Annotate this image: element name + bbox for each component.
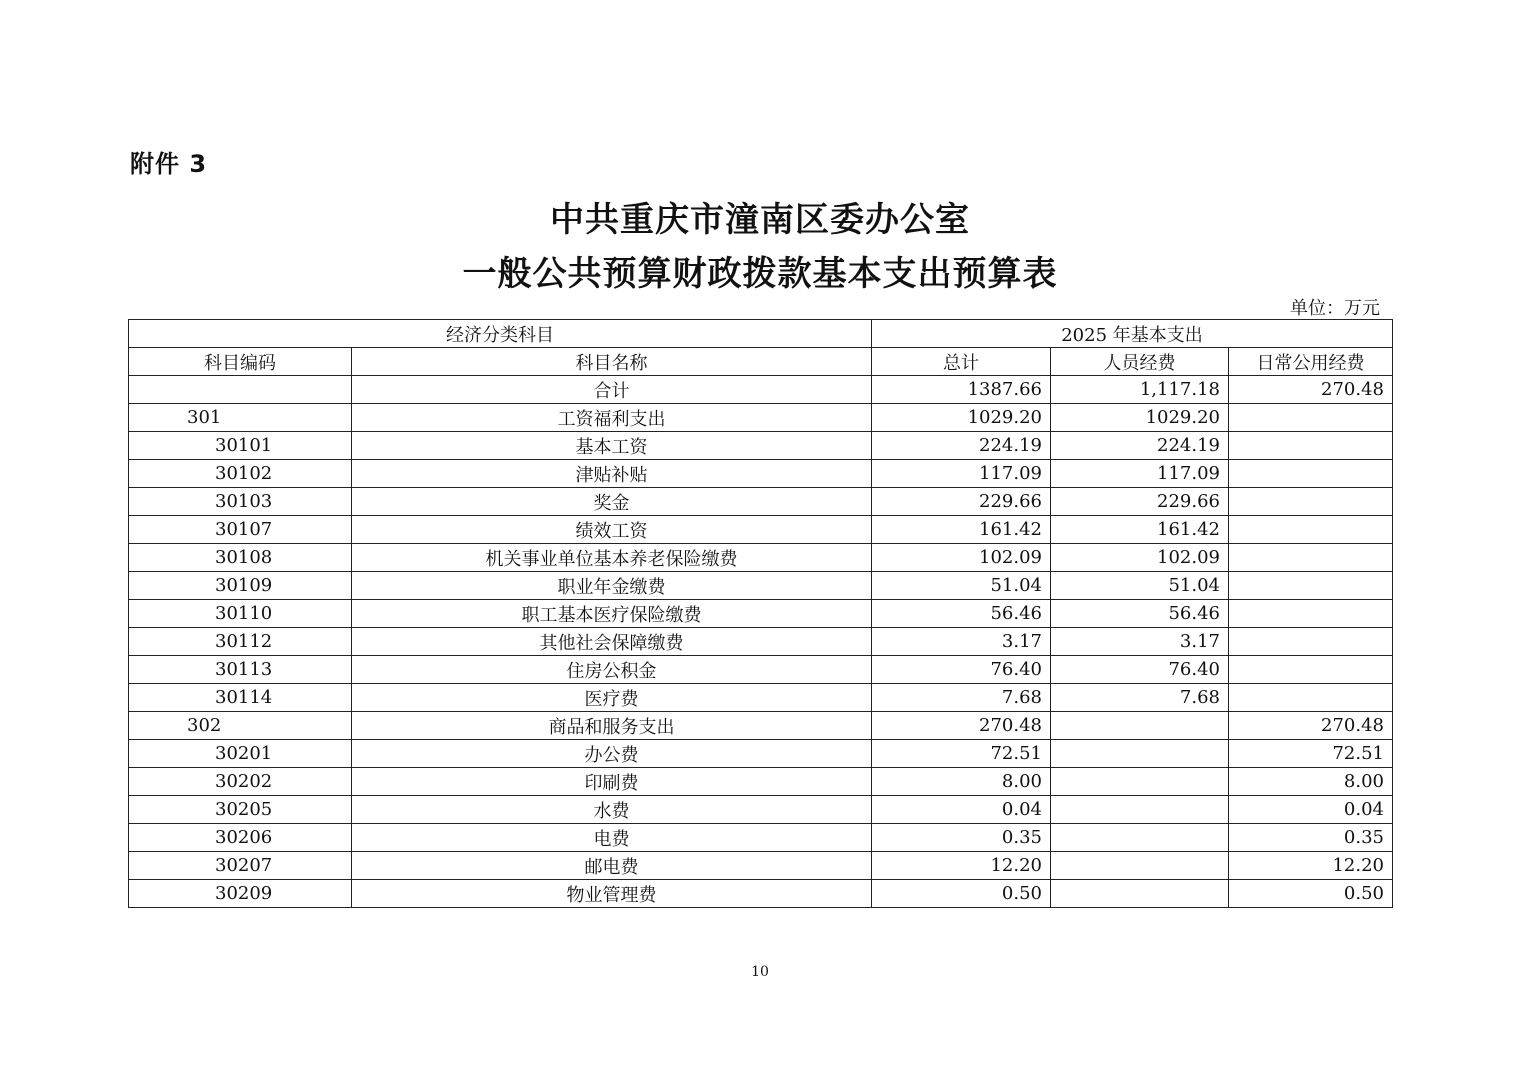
cell-public bbox=[1229, 684, 1393, 712]
column-header-row bbox=[129, 348, 1393, 376]
page-title-line2: 一般公共预算财政拨款基本支出预算表 bbox=[462, 254, 1058, 294]
table-row bbox=[129, 404, 1393, 432]
table-row bbox=[129, 768, 1393, 796]
cell-code: 302 bbox=[129, 712, 352, 740]
cell-public bbox=[1229, 600, 1393, 628]
cell-personnel bbox=[1051, 796, 1229, 824]
cell-public bbox=[1229, 460, 1393, 488]
cell-code: 30110 bbox=[129, 600, 352, 628]
cell-code: 30101 bbox=[129, 432, 352, 460]
cell-personnel: 229.66 bbox=[1051, 488, 1229, 516]
cell-name: 职工基本医疗保险缴费 bbox=[352, 600, 872, 628]
cell-public bbox=[1229, 628, 1393, 656]
cell-total: 161.42 bbox=[872, 516, 1051, 544]
table-row bbox=[129, 544, 1393, 572]
cell-public bbox=[1229, 432, 1393, 460]
cell-code: 30207 bbox=[129, 852, 352, 880]
cell-name: 印刷费 bbox=[352, 768, 872, 796]
cell-total: 1029.20 bbox=[872, 404, 1051, 432]
page-title-line1: 中共重庆市潼南区委办公室 bbox=[550, 200, 970, 240]
cell-code: 30112 bbox=[129, 628, 352, 656]
table-row bbox=[129, 376, 1393, 404]
header-total: 总计 bbox=[872, 348, 1051, 376]
budget-table bbox=[128, 319, 1393, 908]
cell-total: 3.17 bbox=[872, 628, 1051, 656]
cell-personnel bbox=[1051, 740, 1229, 768]
table-row bbox=[129, 852, 1393, 880]
cell-public bbox=[1229, 656, 1393, 684]
cell-total: 0.35 bbox=[872, 824, 1051, 852]
cell-public: 270.48 bbox=[1229, 712, 1393, 740]
cell-total: 0.50 bbox=[872, 880, 1051, 908]
cell-total: 0.04 bbox=[872, 796, 1051, 824]
cell-name: 电费 bbox=[352, 824, 872, 852]
cell-code: 30202 bbox=[129, 768, 352, 796]
cell-total: 7.68 bbox=[872, 684, 1051, 712]
table-row bbox=[129, 432, 1393, 460]
cell-public bbox=[1229, 572, 1393, 600]
cell-total: 224.19 bbox=[872, 432, 1051, 460]
table-row bbox=[129, 628, 1393, 656]
table-row bbox=[129, 712, 1393, 740]
cell-personnel: 1,117.18 bbox=[1051, 376, 1229, 404]
cell-personnel bbox=[1051, 880, 1229, 908]
cell-personnel: 3.17 bbox=[1051, 628, 1229, 656]
cell-personnel: 76.40 bbox=[1051, 656, 1229, 684]
cell-personnel bbox=[1051, 852, 1229, 880]
table-row bbox=[129, 656, 1393, 684]
cell-name: 合计 bbox=[352, 376, 872, 404]
cell-public: 12.20 bbox=[1229, 852, 1393, 880]
cell-code: 30103 bbox=[129, 488, 352, 516]
cell-name: 奖金 bbox=[352, 488, 872, 516]
cell-personnel bbox=[1051, 768, 1229, 796]
cell-name: 办公费 bbox=[352, 740, 872, 768]
cell-code: 301 bbox=[129, 404, 352, 432]
cell-total: 12.20 bbox=[872, 852, 1051, 880]
attachment-label: 附件 3 bbox=[130, 150, 208, 178]
cell-code: 30107 bbox=[129, 516, 352, 544]
table-row bbox=[129, 488, 1393, 516]
cell-public: 0.35 bbox=[1229, 824, 1393, 852]
cell-total: 117.09 bbox=[872, 460, 1051, 488]
cell-name: 机关事业单位基本养老保险缴费 bbox=[352, 544, 872, 572]
cell-personnel: 161.42 bbox=[1051, 516, 1229, 544]
cell-public: 72.51 bbox=[1229, 740, 1393, 768]
cell-total: 270.48 bbox=[872, 712, 1051, 740]
cell-name: 住房公积金 bbox=[352, 656, 872, 684]
cell-personnel: 7.68 bbox=[1051, 684, 1229, 712]
cell-code: 30102 bbox=[129, 460, 352, 488]
cell-public: 270.48 bbox=[1229, 376, 1393, 404]
cell-total: 1387.66 bbox=[872, 376, 1051, 404]
cell-code: 30209 bbox=[129, 880, 352, 908]
cell-total: 102.09 bbox=[872, 544, 1051, 572]
cell-name: 商品和服务支出 bbox=[352, 712, 872, 740]
cell-name: 其他社会保障缴费 bbox=[352, 628, 872, 656]
cell-name: 绩效工资 bbox=[352, 516, 872, 544]
table-row bbox=[129, 684, 1393, 712]
cell-name: 职业年金缴费 bbox=[352, 572, 872, 600]
cell-name: 医疗费 bbox=[352, 684, 872, 712]
table-row bbox=[129, 460, 1393, 488]
table-row bbox=[129, 796, 1393, 824]
cell-name: 水费 bbox=[352, 796, 872, 824]
cell-personnel: 1029.20 bbox=[1051, 404, 1229, 432]
group-header-economic: 经济分类科目 bbox=[129, 320, 872, 348]
table-row bbox=[129, 516, 1393, 544]
cell-name: 物业管理费 bbox=[352, 880, 872, 908]
cell-personnel bbox=[1051, 824, 1229, 852]
header-public: 日常公用经费 bbox=[1229, 348, 1393, 376]
cell-name: 基本工资 bbox=[352, 432, 872, 460]
table-row bbox=[129, 740, 1393, 768]
cell-public: 8.00 bbox=[1229, 768, 1393, 796]
cell-public: 0.50 bbox=[1229, 880, 1393, 908]
table-body bbox=[129, 376, 1393, 908]
cell-total: 56.46 bbox=[872, 600, 1051, 628]
cell-total: 72.51 bbox=[872, 740, 1051, 768]
header-personnel: 人员经费 bbox=[1051, 348, 1229, 376]
cell-public bbox=[1229, 544, 1393, 572]
cell-personnel: 224.19 bbox=[1051, 432, 1229, 460]
page-number: 10 bbox=[751, 964, 769, 980]
cell-name: 邮电费 bbox=[352, 852, 872, 880]
cell-code: 30108 bbox=[129, 544, 352, 572]
group-header-expense: 2025 年基本支出 bbox=[872, 320, 1393, 348]
cell-code bbox=[129, 376, 352, 404]
cell-code: 30205 bbox=[129, 796, 352, 824]
cell-code: 30114 bbox=[129, 684, 352, 712]
cell-total: 76.40 bbox=[872, 656, 1051, 684]
cell-name: 津贴补贴 bbox=[352, 460, 872, 488]
table-row bbox=[129, 572, 1393, 600]
cell-public bbox=[1229, 404, 1393, 432]
cell-code: 30201 bbox=[129, 740, 352, 768]
cell-personnel bbox=[1051, 712, 1229, 740]
header-code: 科目编码 bbox=[129, 348, 352, 376]
table-row bbox=[129, 600, 1393, 628]
cell-name: 工资福利支出 bbox=[352, 404, 872, 432]
cell-total: 229.66 bbox=[872, 488, 1051, 516]
cell-total: 8.00 bbox=[872, 768, 1051, 796]
unit-label: 单位：万元 bbox=[1290, 298, 1380, 319]
cell-total: 51.04 bbox=[872, 572, 1051, 600]
header-name: 科目名称 bbox=[352, 348, 872, 376]
cell-personnel: 51.04 bbox=[1051, 572, 1229, 600]
cell-public bbox=[1229, 488, 1393, 516]
group-header-row bbox=[129, 320, 1393, 348]
cell-code: 30206 bbox=[129, 824, 352, 852]
cell-personnel: 56.46 bbox=[1051, 600, 1229, 628]
table-row bbox=[129, 880, 1393, 908]
cell-code: 30113 bbox=[129, 656, 352, 684]
cell-personnel: 117.09 bbox=[1051, 460, 1229, 488]
cell-code: 30109 bbox=[129, 572, 352, 600]
table-row bbox=[129, 824, 1393, 852]
cell-personnel: 102.09 bbox=[1051, 544, 1229, 572]
cell-public: 0.04 bbox=[1229, 796, 1393, 824]
cell-public bbox=[1229, 516, 1393, 544]
